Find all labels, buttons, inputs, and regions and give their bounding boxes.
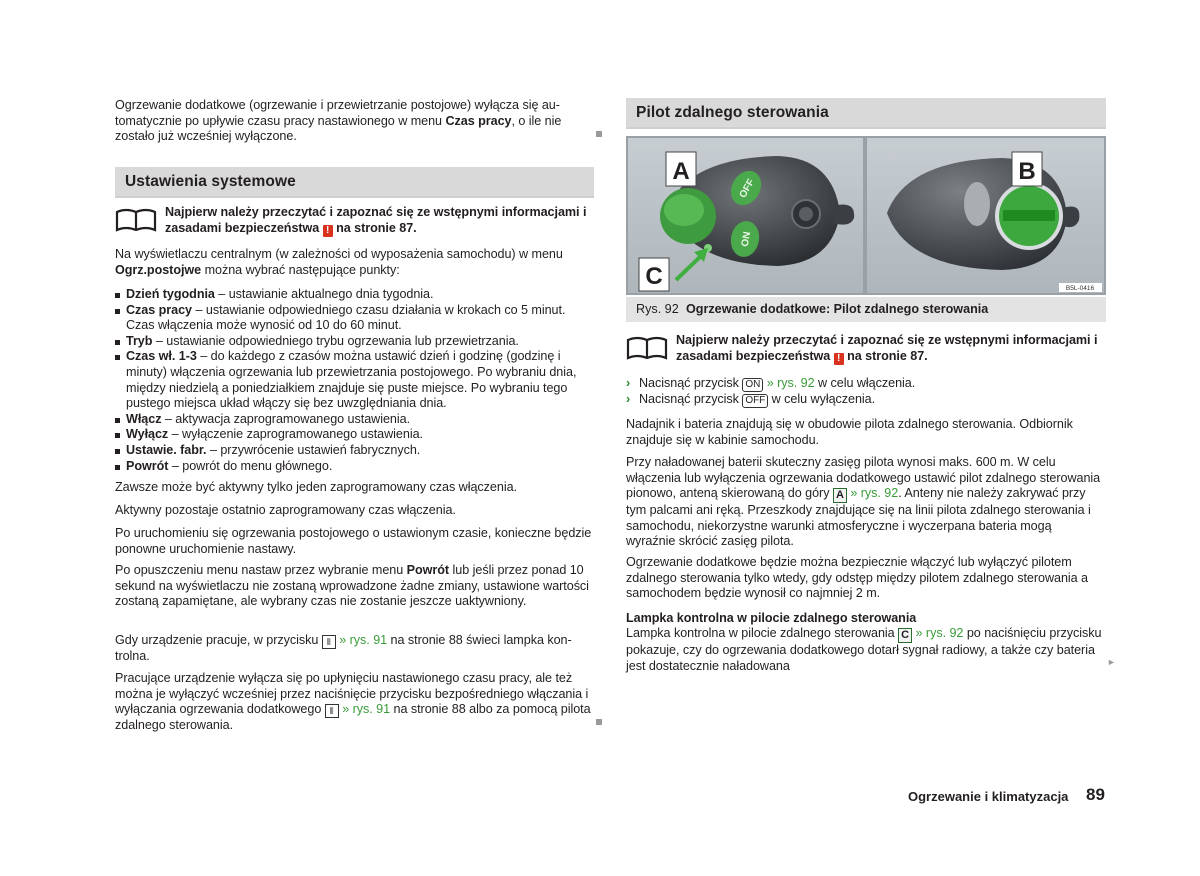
- label-c-box: C: [898, 628, 912, 643]
- step-item: › Nacisnąć przycisk ON » rys. 92 w celu włączenia.: [626, 376, 916, 390]
- steps-list: [626, 376, 1104, 408]
- off-key: OFF: [742, 394, 768, 408]
- figure-panel-front: [628, 138, 863, 293]
- figure-link[interactable]: » rys. 91: [339, 633, 388, 647]
- footer-chapter-title: Ogrzewanie i klimatyzacja: [908, 789, 1069, 804]
- label-a: A: [672, 158, 690, 185]
- paragraph-switch-off: Pracujące urządzenie wyłącza się po upłynięciu nastawionego czasu pracy, ale też można je wyłączyć wcześniej przez naciśnięcie przycisku bezpośredniego włączania i wyłączania ogrzewania dodatkowego ⦀ » rys. 91 na stronie 88 albo za pomocą pilota zdalnego sterowania.: [115, 671, 591, 733]
- paragraph-distance: Ogrzewanie dodatkowe będzie można bezpiecznie włączyć lub wyłączyć pilotem zdalnego sterowania tylko wtedy, gdy odstęp między pilotem zdalnego sterowania a samochodem będzie wynosił co najmniej 2 m.: [626, 555, 1088, 601]
- paragraph-range: Przy naładowanej baterii skuteczny zasięg pilota wynosi maks. 600 m. W celu włączenia lub wyłączenia ogrzewania dodatkowego ustawić pilot zdalnego sterowania pionowo, anteną skierowaną do góry A » rys. 92. Anteny nie należy zakrywać przy tym palcami ani ręką. Przeszkody znajdujące się na linii pilota zdalnego sterowania i samochodu, niekorzystne warunki atmosferyczne i wyczerpana bateria mogą wyraźnie skrócić zasięg pilota.: [626, 455, 1101, 549]
- section-header-system-settings: [115, 167, 594, 198]
- page-number: 89: [1086, 785, 1105, 804]
- remote-control-figure: [626, 136, 1106, 295]
- figure-link[interactable]: » rys. 91: [342, 702, 391, 717]
- figure-code: B5L-0416: [1065, 285, 1095, 292]
- book-icon: [626, 335, 668, 361]
- section-title: Pilot zdalnego sterowania: [636, 104, 829, 121]
- paragraph-single-active: Zawsze może być aktywny tylko jeden zaprogramowany czas włączenia.: [115, 480, 517, 494]
- label-a-box: A: [833, 488, 847, 503]
- list-item: Wyłącz – wyłączenie zaprogramowanego ustawienia.: [115, 427, 592, 443]
- list-item: Czas wł. 1-3 – do każdego z czasów można ustawić dzień i godzinę (godzinę i minuty) włączenia ogrzewania lub przewietrzania postojowego. Po wybraniu dnia, między niedzielą a poniedziałkiem znajduje się puste miejsce. Po wybraniu tego pustego miejsca układ włączy się bez uwzględniania dnia.: [115, 349, 592, 411]
- continue-arrow-icon: ►: [1107, 657, 1116, 667]
- heater-key-icon: ⦀: [325, 704, 339, 718]
- list-item: Tryb – ustawianie odpowiedniego trybu ogrzewania lub przewietrzania.: [115, 334, 592, 350]
- paragraph-restart: Po uruchomieniu się ogrzewania postojowego o ustawionym czasie, konieczne będzie ponowne uruchomienie nastawy.: [115, 526, 592, 556]
- subheading-lamp: Lampka kontrolna w pilocie zdalnego sterowania: [626, 611, 917, 625]
- paragraph-lamp-remote: Lampka kontrolna w pilocie zdalnego sterowania C » rys. 92 po naciśnięciu przycisku pokazuje, czy do ogrzewania dodatkowego dotarł sygnał radiowy, a także czy bateria jest dostatecznie naładowana: [626, 626, 1102, 673]
- remote-back-illustration: [867, 138, 1104, 293]
- caption-text: Ogrzewanie dodatkowe: Pilot zdalnego sterowania: [686, 302, 989, 316]
- figure-link[interactable]: » rys. 92: [766, 376, 815, 390]
- list-item: Włącz – aktywacja zaprogramowanego ustawienia.: [115, 412, 592, 428]
- on-key: ON: [742, 378, 763, 392]
- warning-icon: !: [323, 225, 333, 237]
- note-text: Najpierw należy przeczytać i zapoznać się ze wstępnymi informacjami i zasadami bezpieczeństwa ! na stronie 87.: [165, 205, 587, 236]
- paragraph-menu-exit: Po opuszczeniu menu nastaw przez wybranie menu Powrót lub jeśli przez ponad 10 sekund na wyświetlaczu nie zostaną wprowadzone żadne zmiany, ustawione wartości zostaną zapamiętane, ale wybrany czas nie zostanie jeszcze uaktywniony.: [115, 563, 589, 609]
- paragraph-transmitter: Nadajnik i bateria znajdują się w obudowie pilota zdalnego sterowania. Odbiornik znajduje się w kabinie samochodu.: [626, 417, 1073, 447]
- list-item: Ustawie. fabr. – przywrócenie ustawień fabrycznych.: [115, 443, 592, 459]
- heater-key-icon: ⦀: [322, 635, 336, 649]
- label-b: B: [1018, 158, 1036, 185]
- figure-link[interactable]: » rys. 92: [915, 626, 964, 640]
- section-header-remote: [626, 98, 1106, 129]
- end-marker: [596, 131, 602, 137]
- figure-caption: [626, 297, 1106, 322]
- figure-link[interactable]: » rys. 92: [850, 486, 899, 501]
- menu-options-list: [115, 287, 592, 474]
- intro-paragraph: Ogrzewanie dodatkowe (ogrzewanie i przewietrzanie postojowe) wyłącza się automatycznie po upływie czasu pracy nastawionego w menu Czas pracy, o ile nie zostało już wcześniej wyłączone.: [115, 98, 562, 144]
- menu-intro-paragraph: Na wyświetlaczu centralnym (w zależności od wyposażenia samochodu) w menu Ogrz.postojwe można wybrać następujące punkty:: [115, 247, 563, 277]
- remote-front-illustration: [628, 138, 863, 293]
- list-item: Dzień tygodnia – ustawianie aktualnego dnia tygodnia.: [115, 287, 592, 303]
- chevron-right-icon: ›: [626, 376, 631, 390]
- paragraph-last-active: Aktywny pozostaje ostatnio zaprogramowany czas włączenia.: [115, 503, 456, 517]
- section-title: Ustawienia systemowe: [125, 173, 296, 190]
- step-item: › Nacisnąć przycisk OFF w celu wyłączenia.: [626, 392, 876, 406]
- warning-icon: !: [834, 353, 844, 365]
- note-text: Najpierw należy przeczytać i zapoznać się ze wstępnymi informacjami i zasadami bezpieczeństwa ! na stronie 87.: [676, 333, 1098, 364]
- on-button-label: ON: [739, 230, 754, 248]
- off-button-label: OFF: [737, 177, 758, 201]
- label-c: C: [645, 263, 663, 290]
- chevron-right-icon: ›: [626, 392, 631, 406]
- list-item: Powrót – powrót do menu głównego.: [115, 459, 592, 475]
- end-marker: [596, 719, 602, 725]
- caption-number: Rys. 92: [636, 302, 679, 316]
- paragraph-lamp: Gdy urządzenie pracuje, w przycisku ⦀ » rys. 91 na stronie 88 świeci lampka kontrolna.: [115, 633, 572, 663]
- figure-panel-back: [867, 138, 1104, 293]
- list-item: Czas pracy – ustawianie odpowiedniego czasu działania w krokach co 5 minut. Czas włączenia może wynosić od 10 do 60 minut.: [115, 303, 592, 334]
- book-icon: [115, 207, 157, 233]
